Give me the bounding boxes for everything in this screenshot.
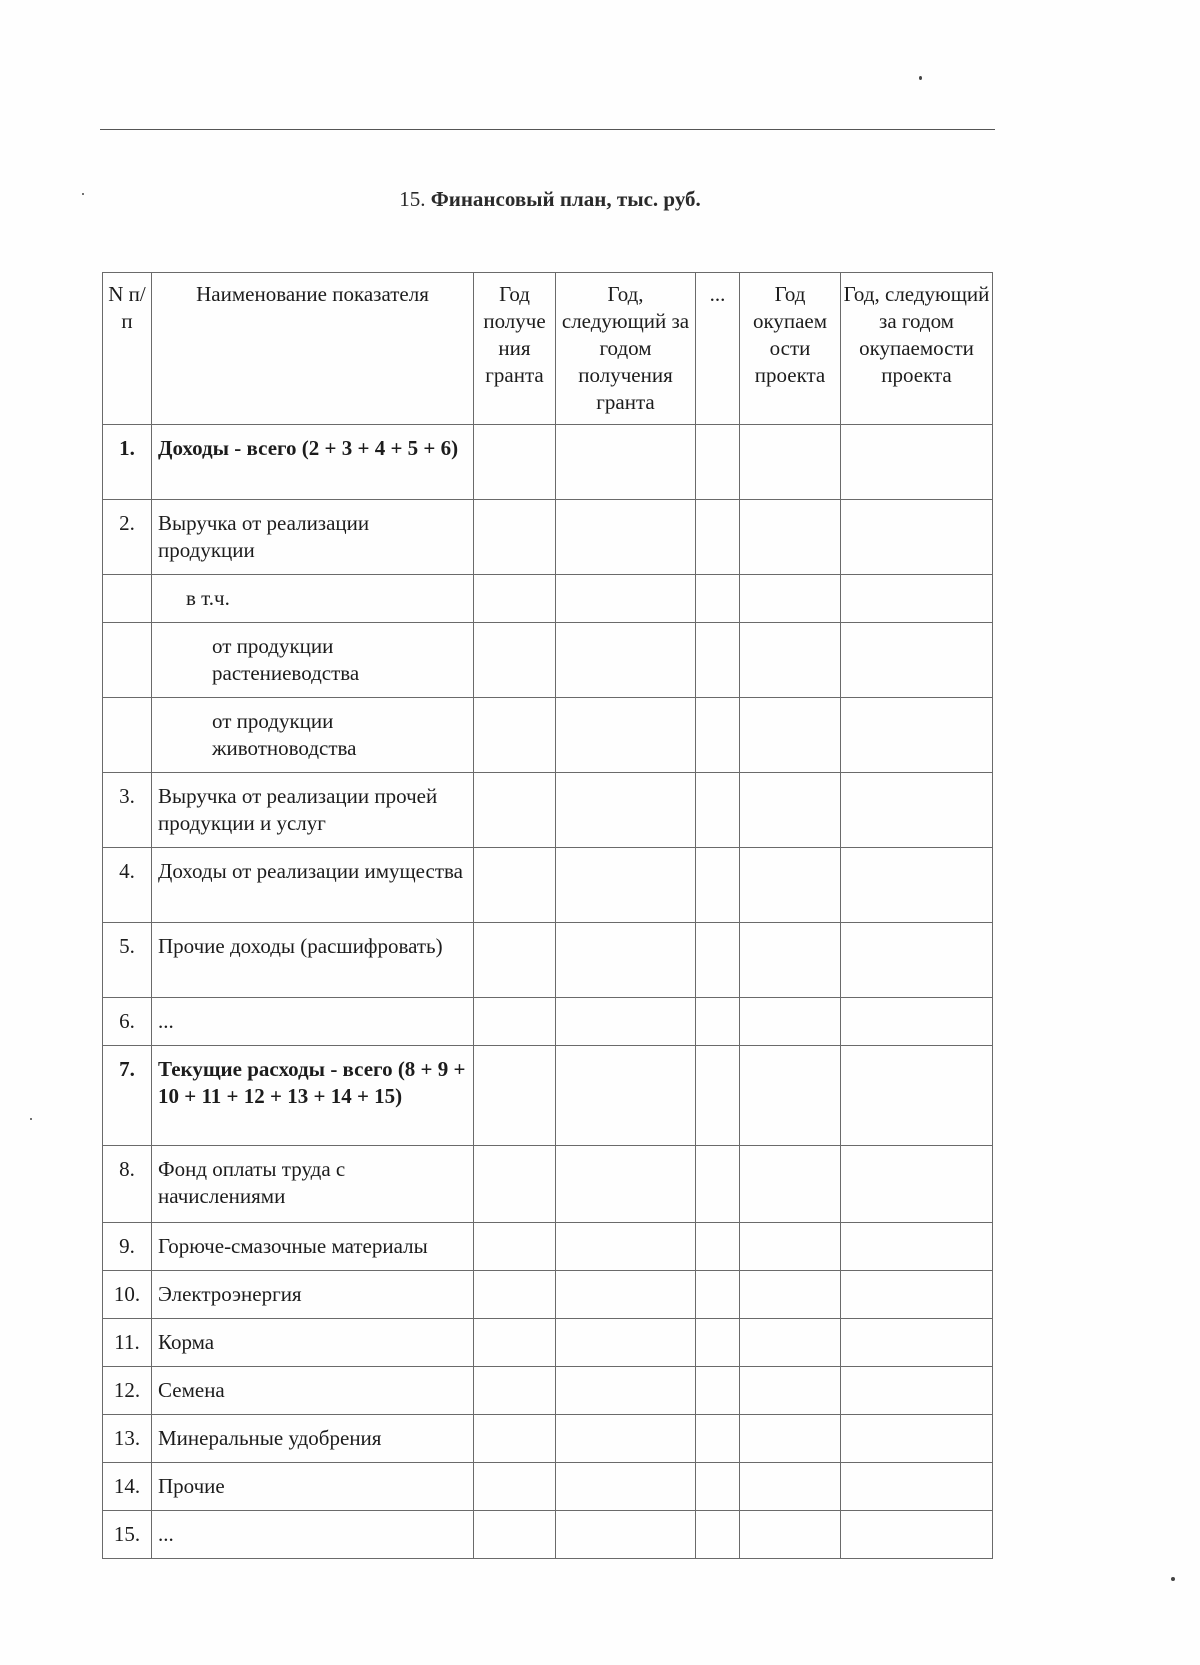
row-indicator-cell: Прочие доходы (расшифровать) xyxy=(152,923,474,998)
row-number-cell: 13. xyxy=(103,1415,152,1463)
empty-value-cell xyxy=(740,1511,841,1559)
empty-value-cell xyxy=(696,1511,740,1559)
empty-value-cell xyxy=(556,500,696,575)
title-text: Финансовый план, тыс. руб. xyxy=(430,187,701,211)
empty-value-cell xyxy=(474,1146,556,1223)
empty-value-cell xyxy=(696,500,740,575)
table-row xyxy=(103,575,993,623)
row-number-cell xyxy=(103,623,152,698)
empty-value-cell xyxy=(696,425,740,500)
empty-value-cell xyxy=(556,1511,696,1559)
financial-plan-table xyxy=(102,272,993,1559)
page-title xyxy=(0,187,1100,212)
empty-value-cell xyxy=(474,623,556,698)
empty-value-cell xyxy=(474,773,556,848)
empty-value-cell xyxy=(696,773,740,848)
row-indicator-cell: Прочие xyxy=(152,1463,474,1511)
row-indicator-cell: от продукции растениеводства xyxy=(152,623,474,698)
row-indicator-cell: Выручка от реализации прочей продукции и услуг xyxy=(152,773,474,848)
scan-speck xyxy=(30,1118,32,1120)
row-indicator-cell: ... xyxy=(152,1511,474,1559)
empty-value-cell xyxy=(696,998,740,1046)
row-number-cell xyxy=(103,575,152,623)
empty-value-cell xyxy=(696,1415,740,1463)
empty-value-cell xyxy=(696,698,740,773)
row-indicator-cell: Корма xyxy=(152,1319,474,1367)
table-row xyxy=(103,1146,993,1223)
empty-value-cell xyxy=(841,500,993,575)
empty-value-cell xyxy=(696,623,740,698)
row-indicator-cell: в т.ч. xyxy=(152,575,474,623)
empty-value-cell xyxy=(841,1223,993,1271)
empty-value-cell xyxy=(556,1046,696,1146)
row-number-cell: 5. xyxy=(103,923,152,998)
scan-speck xyxy=(919,76,922,80)
empty-value-cell xyxy=(696,1367,740,1415)
empty-value-cell xyxy=(740,773,841,848)
header-cell-payback-year: Год окупаем ости проекта xyxy=(740,273,841,425)
empty-value-cell xyxy=(696,575,740,623)
empty-value-cell xyxy=(556,848,696,923)
empty-value-cell xyxy=(474,575,556,623)
table-row xyxy=(103,1367,993,1415)
empty-value-cell xyxy=(740,998,841,1046)
table-row xyxy=(103,1463,993,1511)
table-row xyxy=(103,773,993,848)
empty-value-cell xyxy=(556,1367,696,1415)
empty-value-cell xyxy=(696,1463,740,1511)
empty-value-cell xyxy=(474,848,556,923)
empty-value-cell xyxy=(556,773,696,848)
table-row xyxy=(103,998,993,1046)
empty-value-cell xyxy=(740,1271,841,1319)
empty-value-cell xyxy=(740,1463,841,1511)
empty-value-cell xyxy=(740,1319,841,1367)
row-number-cell: 7. xyxy=(103,1046,152,1146)
empty-value-cell xyxy=(474,1223,556,1271)
table-row xyxy=(103,923,993,998)
empty-value-cell xyxy=(841,848,993,923)
empty-value-cell xyxy=(556,1415,696,1463)
row-indicator-cell: Доходы от реализации имущества xyxy=(152,848,474,923)
empty-value-cell xyxy=(556,998,696,1046)
empty-value-cell xyxy=(696,1223,740,1271)
empty-value-cell xyxy=(696,1319,740,1367)
empty-value-cell xyxy=(474,698,556,773)
header-rule xyxy=(100,129,995,130)
empty-value-cell xyxy=(696,1046,740,1146)
table-row xyxy=(103,1271,993,1319)
empty-value-cell xyxy=(841,1367,993,1415)
empty-value-cell xyxy=(474,923,556,998)
scan-speck xyxy=(82,193,84,195)
row-indicator-cell: Минеральные удобрения xyxy=(152,1415,474,1463)
table-row xyxy=(103,1511,993,1559)
empty-value-cell xyxy=(740,1146,841,1223)
empty-value-cell xyxy=(556,1463,696,1511)
row-number-cell: 4. xyxy=(103,848,152,923)
row-indicator-cell: от продукции животноводства xyxy=(152,698,474,773)
row-indicator-cell: Доходы - всего (2 + 3 + 4 + 5 + 6) xyxy=(152,425,474,500)
table-row xyxy=(103,1223,993,1271)
row-number-cell: 14. xyxy=(103,1463,152,1511)
empty-value-cell xyxy=(841,1046,993,1146)
empty-value-cell xyxy=(841,1319,993,1367)
row-number-cell: 8. xyxy=(103,1146,152,1223)
row-indicator-cell: Выручка от реализации продукции xyxy=(152,500,474,575)
empty-value-cell xyxy=(474,1367,556,1415)
header-cell-year-after-grant: Год, следующий за годом получения гранта xyxy=(556,273,696,425)
empty-value-cell xyxy=(556,1223,696,1271)
empty-value-cell xyxy=(841,698,993,773)
row-number-cell: 10. xyxy=(103,1271,152,1319)
table-row xyxy=(103,1319,993,1367)
empty-value-cell xyxy=(474,998,556,1046)
empty-value-cell xyxy=(740,698,841,773)
table-row xyxy=(103,500,993,575)
empty-value-cell xyxy=(474,500,556,575)
empty-value-cell xyxy=(556,623,696,698)
empty-value-cell xyxy=(556,1146,696,1223)
empty-value-cell xyxy=(696,848,740,923)
empty-value-cell xyxy=(740,500,841,575)
empty-value-cell xyxy=(474,1511,556,1559)
empty-value-cell xyxy=(556,698,696,773)
row-indicator-cell: Горюче-смазочные материалы xyxy=(152,1223,474,1271)
empty-value-cell xyxy=(740,1223,841,1271)
empty-value-cell xyxy=(841,923,993,998)
row-number-cell: 6. xyxy=(103,998,152,1046)
empty-value-cell xyxy=(556,923,696,998)
row-number-cell: 1. xyxy=(103,425,152,500)
row-indicator-cell: Семена xyxy=(152,1367,474,1415)
table-body xyxy=(103,425,993,1559)
empty-value-cell xyxy=(474,1271,556,1319)
empty-value-cell xyxy=(696,1146,740,1223)
empty-value-cell xyxy=(841,998,993,1046)
empty-value-cell xyxy=(740,923,841,998)
empty-value-cell xyxy=(841,1271,993,1319)
empty-value-cell xyxy=(740,1415,841,1463)
empty-value-cell xyxy=(841,773,993,848)
empty-value-cell xyxy=(841,1463,993,1511)
empty-value-cell xyxy=(474,1319,556,1367)
row-number-cell: 9. xyxy=(103,1223,152,1271)
table-row xyxy=(103,623,993,698)
table-row xyxy=(103,848,993,923)
table-row xyxy=(103,425,993,500)
title-number: 15. xyxy=(399,187,426,211)
table-header-row xyxy=(103,273,993,425)
empty-value-cell xyxy=(841,1415,993,1463)
row-number-cell: 11. xyxy=(103,1319,152,1367)
table-row xyxy=(103,1415,993,1463)
empty-value-cell xyxy=(556,425,696,500)
empty-value-cell xyxy=(740,1046,841,1146)
empty-value-cell xyxy=(696,1271,740,1319)
empty-value-cell xyxy=(841,575,993,623)
row-indicator-cell: Электроэнергия xyxy=(152,1271,474,1319)
row-number-cell: 12. xyxy=(103,1367,152,1415)
scan-speck xyxy=(1171,1577,1175,1581)
empty-value-cell xyxy=(556,1271,696,1319)
row-indicator-cell: Текущие расходы - всего (8 + 9 + 10 + 11 + 12 + 13 + 14 + 15) xyxy=(152,1046,474,1146)
row-indicator-cell: ... xyxy=(152,998,474,1046)
empty-value-cell xyxy=(841,425,993,500)
row-indicator-cell: Фонд оплаты труда с начислениями xyxy=(152,1146,474,1223)
empty-value-cell xyxy=(740,848,841,923)
table-row xyxy=(103,1046,993,1146)
row-number-cell xyxy=(103,698,152,773)
row-number-cell: 2. xyxy=(103,500,152,575)
header-cell-grant-year: Год получе ния гранта xyxy=(474,273,556,425)
empty-value-cell xyxy=(474,1046,556,1146)
empty-value-cell xyxy=(841,1146,993,1223)
empty-value-cell xyxy=(740,623,841,698)
header-cell-year-after-payback: Год, следующий за годом окупаемости проекта xyxy=(841,273,993,425)
table-row xyxy=(103,698,993,773)
empty-value-cell xyxy=(556,575,696,623)
row-number-cell: 3. xyxy=(103,773,152,848)
row-number-cell: 15. xyxy=(103,1511,152,1559)
empty-value-cell xyxy=(740,1367,841,1415)
empty-value-cell xyxy=(696,923,740,998)
empty-value-cell xyxy=(841,1511,993,1559)
header-cell-ellipsis: ... xyxy=(696,273,740,425)
header-cell-number: N п/п xyxy=(103,273,152,425)
empty-value-cell xyxy=(474,1415,556,1463)
header-cell-indicator: Наименование показателя xyxy=(152,273,474,425)
empty-value-cell xyxy=(474,1463,556,1511)
empty-value-cell xyxy=(740,575,841,623)
empty-value-cell xyxy=(474,425,556,500)
empty-value-cell xyxy=(841,623,993,698)
empty-value-cell xyxy=(740,425,841,500)
empty-value-cell xyxy=(556,1319,696,1367)
